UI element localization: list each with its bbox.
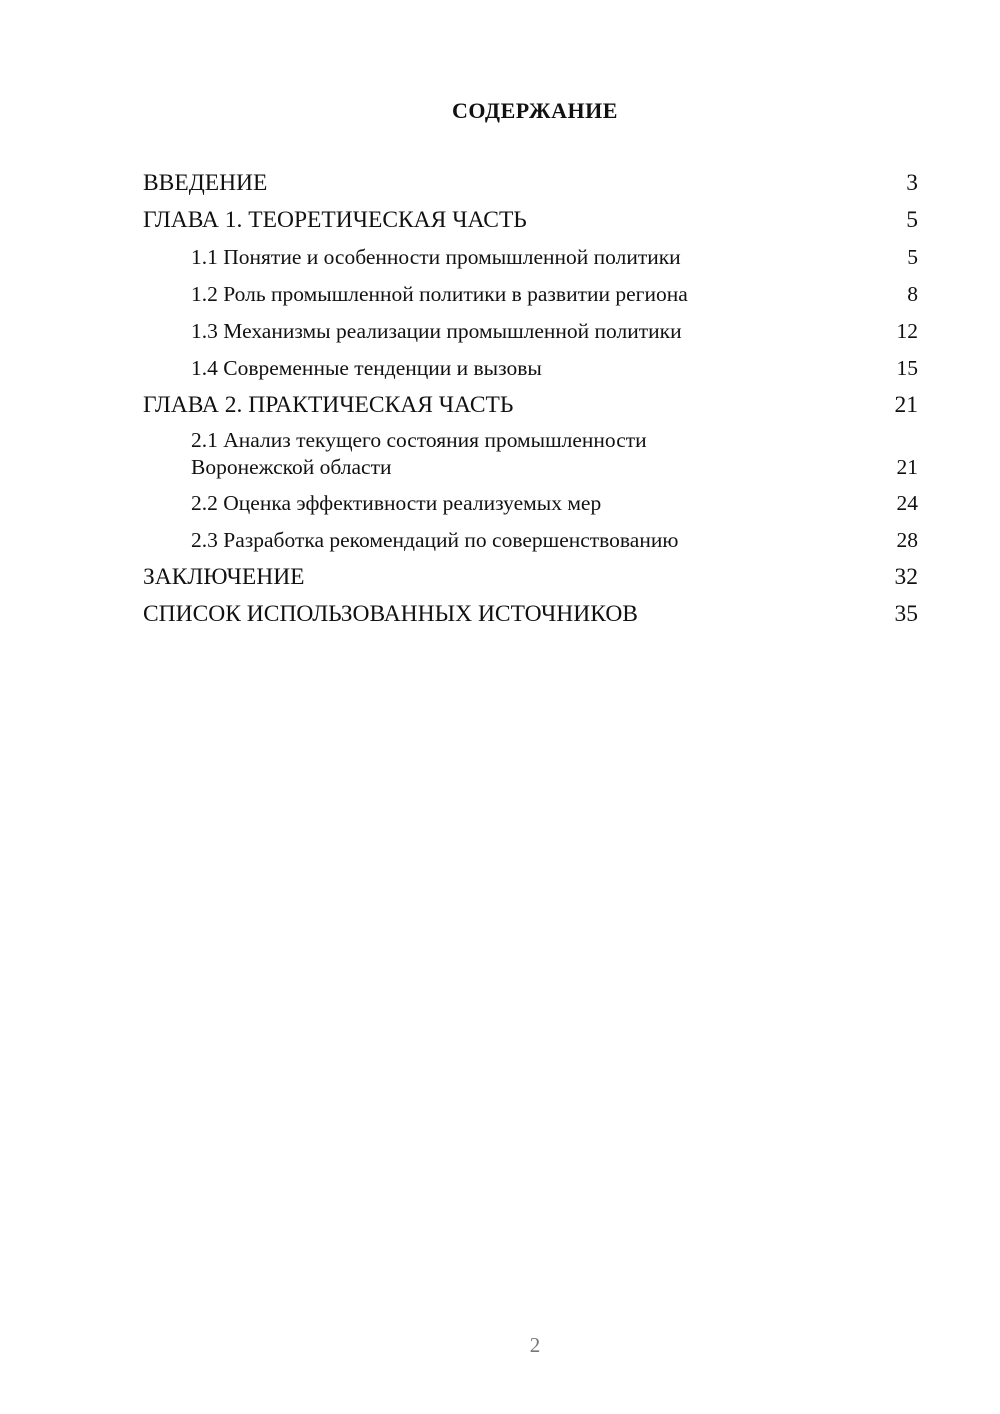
toc-entry-text: ГЛАВА 1. ТЕОРЕТИЧЕСКАЯ ЧАСТЬ — [143, 207, 527, 233]
toc-entry-text: 1.4 Современные тенденции и вызовы — [191, 356, 542, 380]
toc-entry-page: 5 — [907, 245, 918, 269]
toc-entry-page: 3 — [906, 170, 918, 196]
table-of-contents — [143, 168, 918, 636]
toc-entry-page: 32 — [894, 564, 918, 590]
toc-entry-text: 1.1 Понятие и особенности промышленной политики — [191, 245, 681, 269]
toc-entry-page: 28 — [896, 528, 918, 552]
toc-entry-page: 5 — [906, 207, 918, 233]
toc-entry-text: ЗАКЛЮЧЕНИЕ — [143, 564, 305, 590]
toc-entry-chapter-1[interactable] — [143, 205, 918, 235]
toc-entry-page: 15 — [896, 356, 918, 380]
toc-entry-text: 1.2 Роль промышленной политики в развитии региона — [191, 282, 688, 306]
toc-entry-section-1-4[interactable] — [143, 353, 918, 383]
toc-entry-text: СПИСОК ИСПОЛЬЗОВАННЫХ ИСТОЧНИКОВ — [143, 601, 638, 627]
toc-entry-section-2-1[interactable] — [143, 427, 918, 481]
toc-entry-page: 21 — [896, 455, 918, 479]
toc-entry-page: 8 — [907, 282, 918, 306]
toc-entry-text: ВВЕДЕНИЕ — [143, 170, 268, 196]
toc-entry-page: 35 — [894, 601, 918, 627]
toc-entry-text: 2.2 Оценка эффективности реализуемых мер — [191, 491, 602, 515]
toc-entry-section-1-2[interactable] — [143, 279, 918, 309]
toc-entry-conclusion[interactable] — [143, 562, 918, 592]
toc-entry-chapter-2[interactable] — [143, 390, 918, 420]
toc-entry-section-2-3[interactable] — [143, 525, 918, 555]
toc-entry-section-2-2[interactable] — [143, 488, 918, 518]
toc-entry-references[interactable] — [143, 599, 918, 629]
page-number: 2 — [529, 1333, 541, 1357]
toc-entry-introduction[interactable] — [143, 168, 918, 198]
toc-entry-page: 21 — [894, 392, 918, 418]
toc-entry-text: ГЛАВА 2. ПРАКТИЧЕСКАЯ ЧАСТЬ — [143, 392, 514, 418]
toc-entry-page: 24 — [896, 491, 918, 515]
toc-entry-text: 2.3 Разработка рекомендаций по совершенствованию — [191, 528, 679, 552]
toc-entry-text: 2.1 Анализ текущего состояния промышленности Воронежской области — [191, 428, 647, 479]
toc-entry-section-1-1[interactable] — [143, 242, 918, 272]
toc-entry-page: 12 — [896, 319, 918, 343]
page-title: СОДЕРЖАНИЕ — [452, 98, 618, 123]
toc-entry-text: 1.3 Механизмы реализации промышленной политики — [191, 319, 682, 343]
toc-entry-section-1-3[interactable] — [143, 316, 918, 346]
